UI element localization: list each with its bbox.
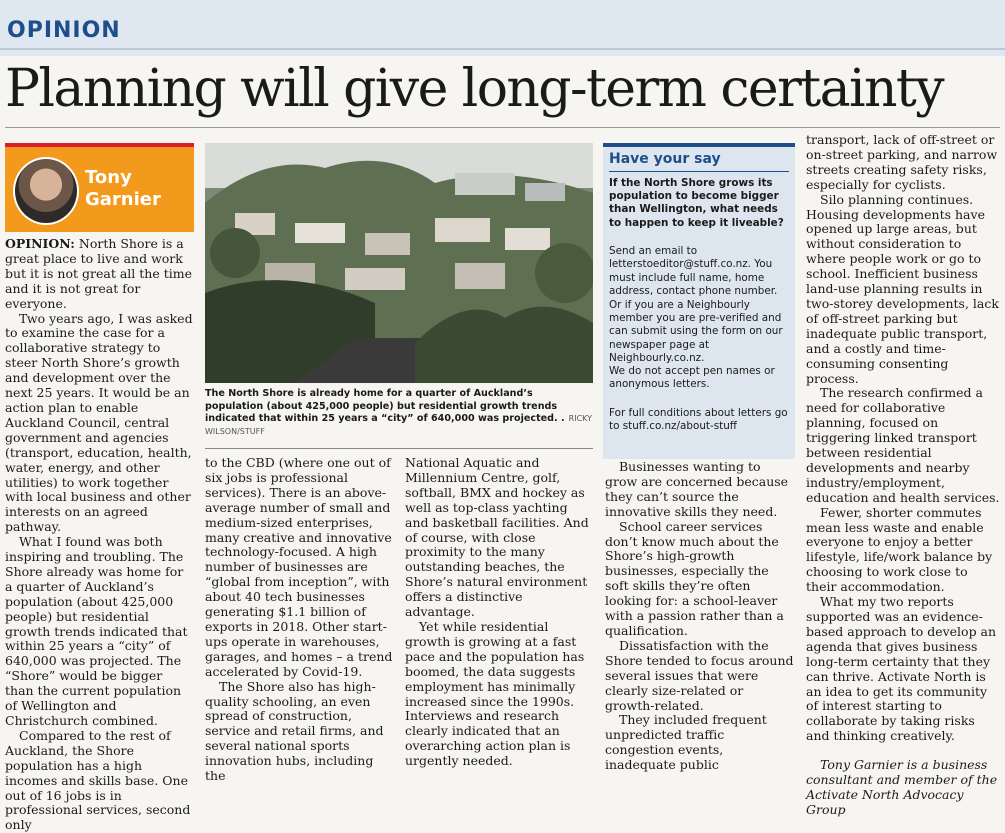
have-your-say-instructions: Send an email to letterstoeditor@stuff.co.nz. You must include full name, home address, contact phone number. Or if you are a Neighbourly member you are pre-verified and can submit using the form on our newspaper page at Neighbourly.co.nz. [609, 245, 783, 365]
paragraph: They included frequent unpredicted traffic congestion events, inadequate public [605, 712, 767, 773]
author-credit: Tony Garnier is a business consultant and member of the Activate North Advocacy Group [806, 757, 998, 817]
article-column-5 [806, 133, 1000, 818]
author-photo [13, 157, 79, 225]
paragraph: Businesses wanting to grow are concerned because they can’t source the innovative skills they need. [605, 459, 789, 519]
headline-rule [5, 127, 1000, 128]
caption-rule [205, 448, 593, 449]
article-column-3 [405, 456, 593, 769]
paragraph: Silo planning continues. Housing developments have opened up large areas, but without consideration to where people work or go to school. Inefficient business land-use planning results in two-storey developments, lack of off-street parking but inadequate public transport, and a costly and time-consuming consenting process. [806, 191, 999, 386]
opinion-lead: OPINION: [5, 236, 75, 251]
article-column-4 [605, 460, 795, 773]
paragraph: What I found was both inspiring and troubling. The Shore already was home for a quarter of Auckland’s population (about 425,000 people) but residential growth trends indicated that within 25 years a “city” of 640,000 was projected. The “Shore” would be bigger than the current population of Wellington and Christchurch combined. [5, 534, 188, 728]
section-rule [0, 48, 1005, 50]
author-first-name: Tony [85, 167, 132, 188]
author-name [85, 167, 161, 211]
have-your-say-question: If the North Shore grows its population to become bigger than Wellington, what needs to happen to keep it liveable? [609, 177, 784, 229]
paragraph: Yet while residential growth is growing at a fast pace and the population has boomed, the data suggests employment has minimally increased since the 1990s. Interviews and research clearly indicated that an overarching action plan is urgently needed. [405, 618, 585, 769]
paragraph: What my two reports supported was an evidence-based approach to develop an agenda that gives business long-term certainty that they can thrive. Activate North is an idea to get its community of interest starting to collaborate by taking risks and thinking creatively. [806, 594, 997, 744]
article-column-1 [5, 237, 194, 833]
paragraph: Two years ago, I was asked to examine the case for a collaborative strategy to steer North Shore’s growth and development over the next 25 years. It would be an action plan to enable Auckland Council, central government and agencies (transport, education, health, water, energy, and other utilities) to work together with local business and other interests on an agreed pathway. [5, 310, 193, 535]
photo-caption: The North Shore is already home for a quarter of Auckland’s population (about 425,000 people) but residential growth trends indicated that within 25 years a “city” of 640,000 was projected. . RICKY WILSON/STUFF [205, 388, 593, 436]
byline-box [5, 143, 194, 232]
paragraph: OPINION: North Shore is a great place to live and work but it is not great all the time and it is not great for everyone. [5, 236, 192, 311]
paragraph: Compared to the rest of Auckland, the Shore population has a high incomes and skills base. One out of 16 jobs is in professional services, second only [5, 727, 191, 833]
paragraph: transport, lack of off-street or on-street parking, and narrow streets creating safety risks, especially for cyclists. [806, 132, 998, 192]
have-your-say-rule [609, 171, 789, 172]
author-last-name: Garnier [85, 189, 161, 210]
paragraph: National Aquatic and Millennium Centre, golf, softball, BMX and hockey as well as top-class yachting and basketball facilities. And of course, with close proximity to the many outstanding beaches, the Shore’s natural environment offers a distinctive advantage. [405, 455, 589, 620]
article-column-2 [205, 456, 393, 784]
paragraph: Dissatisfaction with the Shore tended to focus around several issues that were clearly size-related or growth-related. [605, 637, 794, 713]
paragraph: School career services don’t know much about the Shore’s high-growth businesses, especially the soft skills they’re often looking for: a school-leaver with a passion rather than a qualification. [605, 518, 784, 638]
paragraph: The Shore also has high-quality schooling, an even spread of construction, service and retail firms, and several national sports innovation hubs, including the [205, 678, 384, 784]
photo-credit: RICKY WILSON/STUFF [205, 414, 593, 436]
paragraph: Fewer, shorter commutes mean less waste and enable everyone to enjoy a better lifestyle, life/work balance by choosing to work close to their accommodation. [806, 504, 993, 595]
headline: Planning will give long-term certainty [5, 59, 943, 119]
paragraph: to the CBD (where one out of six jobs is professional services). There is an above-average number of small and medium-sized enterprises, many creative and innovative technology-focused. A high number of businesses are “global from inception”, with about 40 tech businesses generating $1.1 billion of exports in 2018. Other start-ups operate in warehouses, garages, and homes – a trend accelerated by Covid-19. [205, 455, 393, 679]
suburb-photo [205, 143, 593, 383]
section-label: OPINION [7, 18, 121, 43]
have-your-say-box [603, 143, 795, 459]
have-your-say-title: Have your say [609, 151, 721, 167]
have-your-say-conditions: For full conditions about letters go to stuff.co.nz/about-stuff [609, 407, 788, 433]
paragraph: The research confirmed a need for collaborative planning, focused on triggering linked transport between residential developments and nearby industry/employment, education and health services. [806, 385, 1000, 505]
suburb-photo-illustration [205, 143, 593, 383]
have-your-say-policy: We do not accept pen names or anonymous letters. [609, 365, 775, 391]
